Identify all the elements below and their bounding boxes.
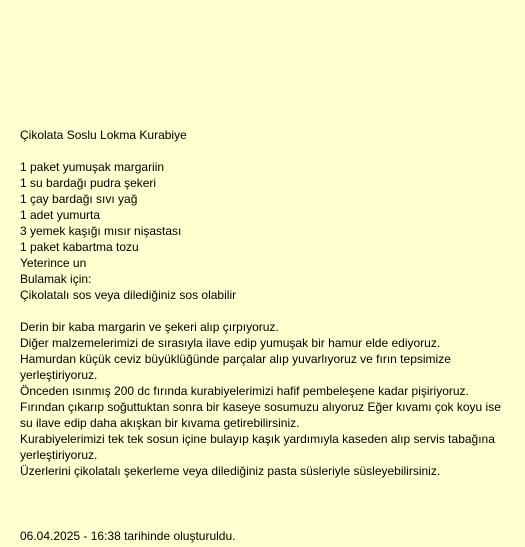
ingredient-item: Bulamak için: (20, 272, 92, 286)
ingredient-item: Çikolatalı sos veya dilediğiniz sos olabilir (20, 288, 237, 302)
instruction-step: Derin bir kaba margarin ve şekeri alıp çırpıyoruz. (20, 320, 279, 334)
instruction-step: Önceden ısınmış 200 dc fırında kurabiyelerimizi hafif pembeleşene kadar pişiriyoruz. (20, 384, 469, 398)
ingredient-item: 1 adet yumurta (20, 208, 101, 222)
created-timestamp: 06.04.2025 - 16:38 tarihinde oluşturuldu. (20, 529, 236, 543)
ingredient-item: 1 su bardağı pudra şekeri (20, 176, 157, 190)
instruction-step: Kurabiyelerimizi tek tek sosun içine bulayıp kaşık yardımıyla kaseden alıp servis tabağına yerleştiriyoruz. (20, 432, 495, 462)
recipe-title: Çikolata Soslu Lokma Kurabiye (20, 128, 187, 142)
ingredient-item: Yeterince un (20, 256, 87, 270)
ingredient-item: 1 çay bardağı sıvı yağ (20, 192, 138, 206)
ingredient-item: 1 paket kabartma tozu (20, 240, 139, 254)
ingredient-item: 3 yemek kaşığı mısır nişastası (20, 224, 182, 238)
ingredient-item: 1 paket yumuşak margariin (20, 160, 165, 174)
ingredient-list (20, 159, 515, 303)
recipe-document (20, 127, 515, 479)
instruction-step: Fırından çıkarıp soğuttuktan sonra bir kaseye sosumuzu alıyoruz Eğer kıvamı çok koyu ise su ilave edip daha akışkan bir kıvama getirebilirsiniz. (20, 400, 501, 430)
instruction-step: Hamurdan küçük ceviz büyüklüğünde parçalar alıp yuvarlıyoruz ve fırın tepsimize yerleştiriyoruz. (20, 352, 451, 382)
instruction-step: Diğer malzemelerimizi de sırasıyla ilave edip yumuşak bir hamur elde ediyoruz. (20, 336, 441, 350)
instruction-step: Üzerlerini çikolatalı şekerleme veya dilediğiniz pasta süsleriyle süsleyebilirsiniz. (20, 464, 441, 478)
instructions (20, 319, 515, 479)
